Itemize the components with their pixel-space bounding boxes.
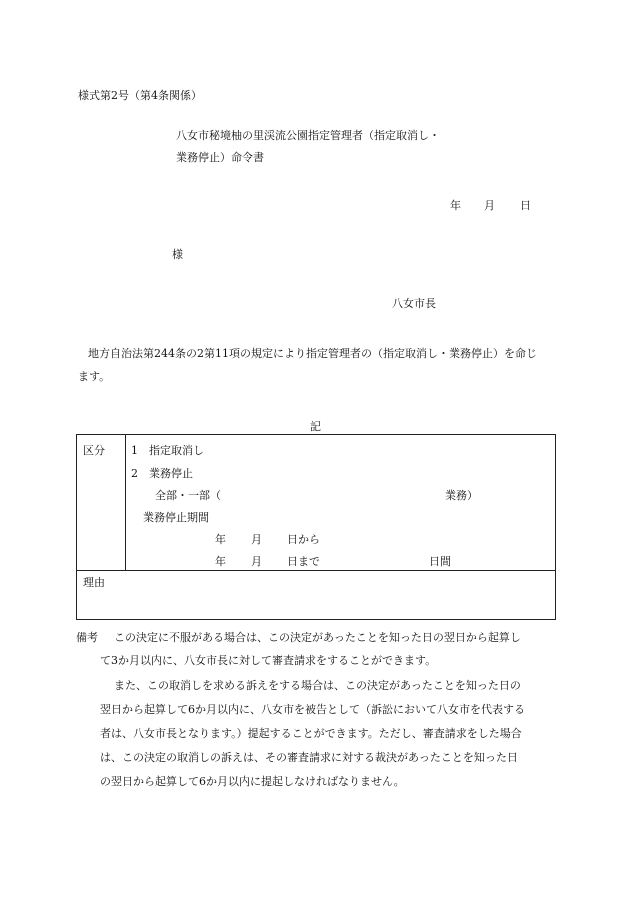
table-column-divider: [125, 435, 126, 570]
body-text-line2: ます。: [78, 370, 111, 383]
category-label: 区分: [83, 444, 105, 457]
scope-label: 全部・一部（: [155, 489, 221, 502]
table-row-divider: [77, 570, 555, 571]
period-from-day: 日から: [287, 533, 320, 546]
document-title-line1: 八女市秘境柚の里渓流公園指定管理者（指定取消し・: [176, 129, 440, 142]
date-day-label: 日: [520, 199, 531, 212]
remarks-line: の翌日から起算して6か月以内に提起しなければなりません。: [100, 775, 405, 788]
issuer-name: 八女市長: [392, 297, 436, 310]
remarks-line: 翌日から起算して6か月以内に、八女市を被告として（訴訟において八女市を代表する: [100, 703, 525, 716]
recipient-honorific: 様: [172, 248, 183, 261]
option-suspension: 2 業務停止: [131, 467, 193, 480]
date-month-label: 月: [484, 199, 495, 212]
period-to-year: 年: [215, 555, 226, 568]
ki-heading: 記: [310, 420, 321, 433]
remarks-line: は、この決定の取消しの訴えは、その審査請求に対する裁決があったことを知った日: [100, 751, 518, 764]
remarks-label: 備考: [76, 631, 98, 644]
period-to-day: 日まで: [287, 555, 320, 568]
reason-label: 理由: [83, 576, 105, 589]
order-details-table: [76, 434, 556, 620]
option-revocation: 1 指定取消し: [131, 444, 204, 457]
period-from-year: 年: [215, 533, 226, 546]
body-text-line1: 地方自治法第244条の2第11項の規定により指定管理者の（指定取消し・業務停止）を命じ: [88, 347, 537, 360]
form-number: 様式第2号（第4条関係）: [78, 89, 202, 102]
suspension-period-label: 業務停止期間: [143, 511, 209, 524]
remarks-line: この決定に不服がある場合は、この決定があったことを知った日の翌日から起算し: [114, 631, 521, 644]
period-from-month: 月: [251, 533, 262, 546]
scope-suffix: 業務）: [445, 489, 478, 502]
remarks-line: て3か月以内に、八女市長に対して審査請求をすることができます。: [100, 654, 437, 667]
document-title-line2: 業務停止）命令書: [176, 151, 264, 164]
date-year-label: 年: [450, 199, 461, 212]
remarks-line: 者は、八女市長となります。）提起することができます。ただし、審査請求をした場合: [100, 727, 522, 740]
period-days-unit: 日間: [429, 555, 451, 568]
remarks-line: また、この取消しを求める訴えをする場合は、この決定があったことを知った日の: [114, 679, 521, 692]
period-to-month: 月: [251, 555, 262, 568]
